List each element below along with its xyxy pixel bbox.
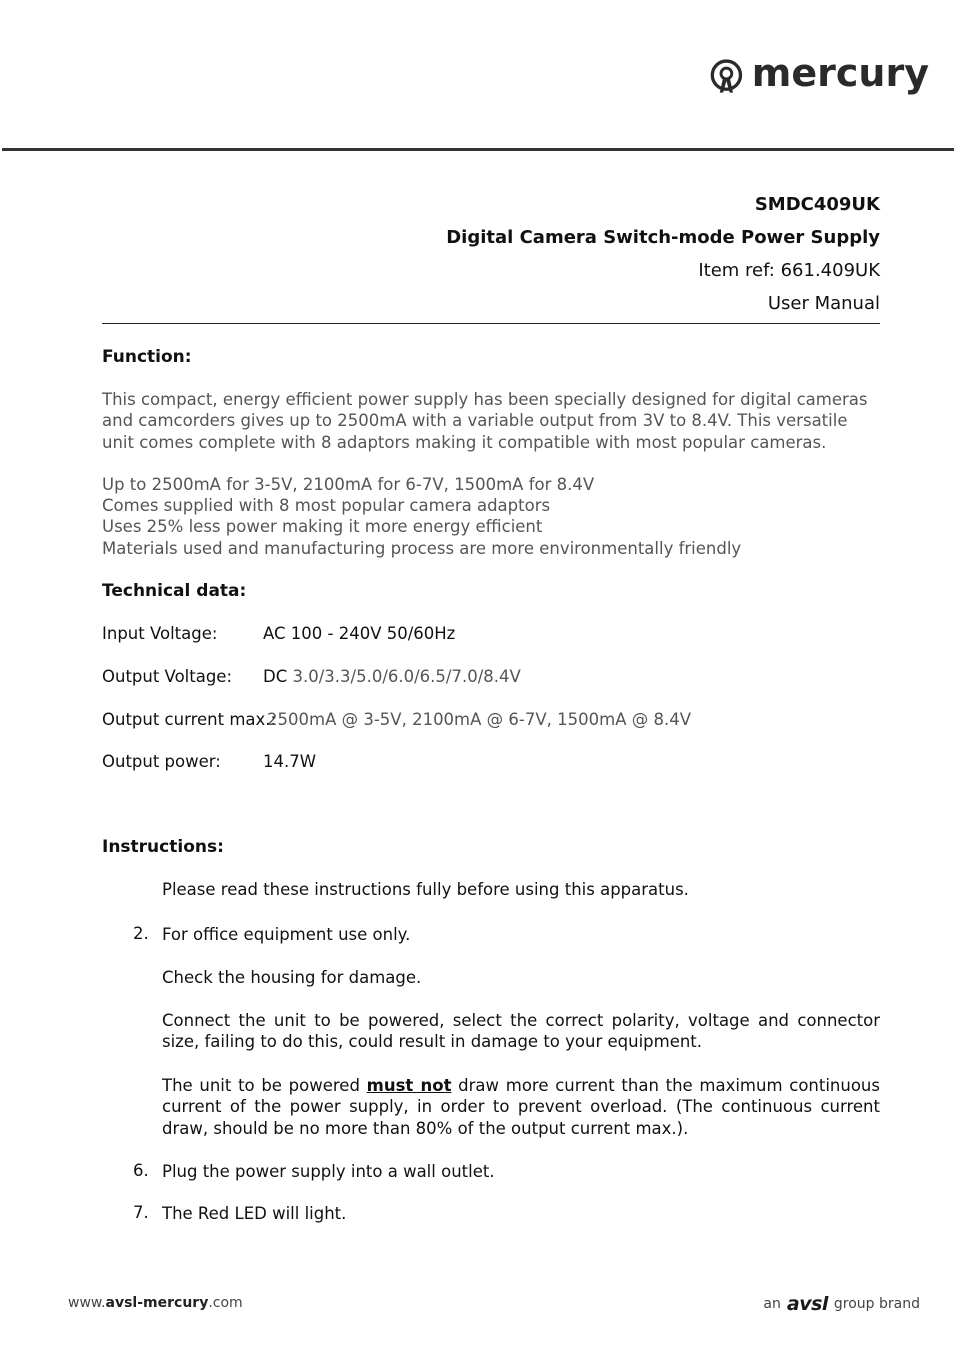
instruction-item: For office equipment use only. [162,925,411,944]
input-voltage-label: Input Voltage: [102,624,218,643]
model-number: SMDC409UK [754,194,880,215]
instruction-item: Check the housing for damage. [162,968,422,987]
brand-suffix: group brand [833,1296,920,1312]
instruction-item-warning [162,1075,880,1139]
output-power-value: 14.7W [263,752,317,771]
url-domain: avsl-mercury [105,1295,209,1311]
output-current-label: Output current max.: [102,710,277,729]
item-ref: Item ref: 661.409UK [698,260,880,281]
url-suffix: .com [208,1295,243,1311]
instruction-number: 2. [133,924,149,943]
title-divider [102,323,880,324]
output-power-label: Output power: [102,752,221,771]
mercury-logo-icon [709,54,744,98]
header-divider [2,148,954,151]
function-heading: Function: [102,347,192,367]
instruction-number: 7. [133,1203,149,1222]
url-prefix: www. [68,1295,106,1311]
function-intro: This compact, energy efficient power supply has been specially designed for digital cameras and camcorders gives up to 2500mA with a variable output from 3V to 8.4V. This versatile unit comes complete with 8 adaptors making it compatible with most popular cameras. [102,390,868,452]
avsl-logo: avsl [786,1293,828,1315]
warning-text-end: draw more current than the maximum continuous current of the power supply, in order to prevent overload. (The continuous current draw, should be no more than 80% of the output current max.). [162,1076,880,1138]
technical-heading: Technical data: [102,581,247,601]
instruction-item: Please read these instructions fully before using this apparatus. [162,880,689,899]
feature-item: Uses 25% less power making it more energy efficient [102,517,543,536]
instruction-item: Plug the power supply into a wall outlet. [162,1162,495,1181]
output-voltage-prefix: DC [263,667,293,686]
logo-wordmark: mercury [751,51,929,95]
must-not-emphasis: must not [366,1076,452,1095]
mercury-logo [709,52,929,100]
instructions-heading: Instructions: [102,837,224,857]
feature-item: Comes supplied with 8 most popular camera adaptors [102,496,551,515]
feature-item: Materials used and manufacturing process are more environmentally friendly [102,539,742,558]
warning-text-start: The unit to be powered [162,1076,367,1095]
output-voltage-levels: 3.0/3.3/5.0/6.0/6.5/7.0/8.4V [292,667,521,686]
input-voltage-value: AC 100 - 240V 50/60Hz [263,624,456,643]
doc-type: User Manual [767,293,880,314]
product-name: Digital Camera Switch-mode Power Supply [446,227,880,248]
instruction-item: The Red LED will light. [162,1204,347,1223]
instruction-item: Connect the unit to be powered, select the correct polarity, voltage and connector size, failing to do this, could result in damage to your equipment. [162,1011,880,1052]
output-voltage-value [263,667,521,686]
brand-prefix: an [763,1296,781,1312]
feature-item: Up to 2500mA for 3-5V, 2100mA for 6-7V, 1500mA for 8.4V [102,475,595,494]
output-current-value: 2500mA @ 3-5V, 2100mA @ 6-7V, 1500mA @ 8.4V [267,710,692,729]
instruction-number: 6. [133,1161,149,1180]
footer-brand [763,1293,920,1315]
output-voltage-label: Output Voltage: [102,667,233,686]
footer-website [68,1295,243,1311]
